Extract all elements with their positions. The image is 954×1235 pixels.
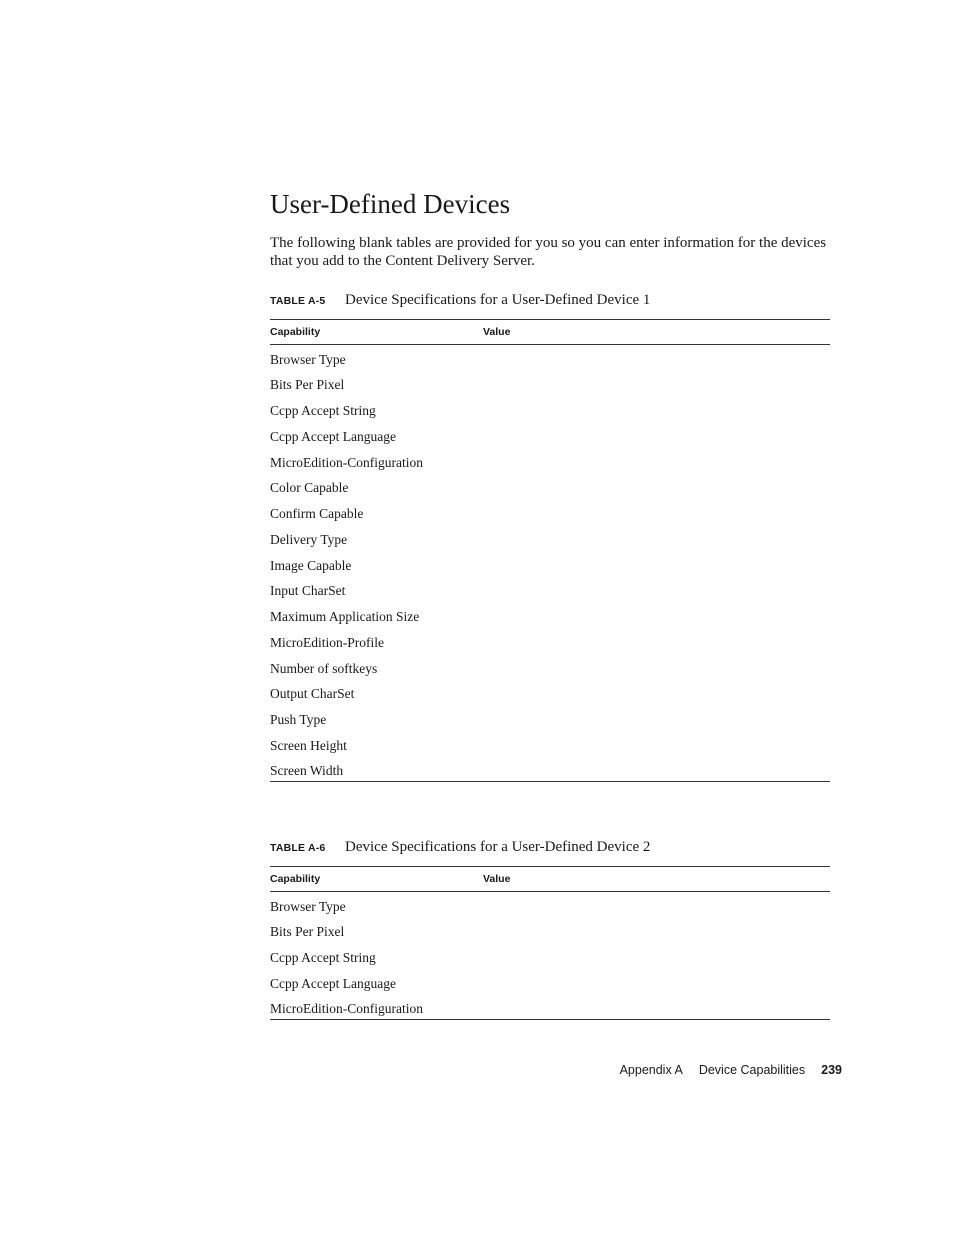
footer-appendix: Appendix A [619,1063,683,1077]
table-row [270,892,830,917]
table-row [270,550,830,576]
column-header-capability: Capability [270,867,483,892]
footer-page-number: 239 [821,1063,842,1077]
capability-cell: Delivery Type [270,531,348,547]
value-cell [483,968,830,994]
value-cell [483,601,830,627]
value-cell [483,498,830,524]
capability-cell: Browser Type [270,351,346,367]
table-a6-caption [270,838,650,857]
table-a5-caption [270,291,650,310]
table-row [270,421,830,447]
value-cell [483,550,830,576]
capability-cell: Bits Per Pixel [270,377,345,393]
capability-cell: MicroEdition-Profile [270,634,384,650]
capability-cell: Browser Type [270,898,346,914]
table-a5-number: TABLE A-5 [270,295,326,307]
value-cell [483,576,830,602]
table-row [270,498,830,524]
value-cell [483,345,830,370]
table-row [270,730,830,756]
value-cell [483,679,830,705]
table-a6-number: TABLE A-6 [270,842,326,854]
value-cell [483,730,830,756]
capability-cell: MicroEdition-Configuration [270,454,423,470]
intro-paragraph: The following blank tables are provided for you so you can enter information for the devices that you add to the Content Delivery Server. [270,235,827,269]
capability-cell: Confirm Capable [270,506,364,521]
value-cell [483,627,830,653]
value-cell [483,756,830,782]
table-row [270,447,830,473]
value-cell [483,473,830,499]
table-a5-title: Device Specifications for a User-Defined Device 1 [345,292,651,308]
value-cell [483,704,830,730]
column-header-value: Value [483,867,830,892]
table-row [270,395,830,421]
table-row [270,917,830,943]
value-cell [483,942,830,968]
footer-chapter-title: Device Capabilities [698,1063,806,1077]
value-cell [483,994,830,1020]
table-row [270,601,830,627]
capability-cell: Push Type [270,712,327,727]
capability-cell: Maximum Application Size [270,609,420,624]
table-a6 [270,866,830,1020]
value-cell [483,653,830,679]
capability-cell: Input CharSet [270,583,346,599]
table-row [270,653,830,679]
capability-cell: Ccpp Accept Language [270,975,396,991]
table-a5-body [270,345,830,782]
page-title: User-Defined Devices [270,189,511,219]
column-header-value: Value [483,320,830,345]
table-row [270,370,830,396]
table-row [270,942,830,968]
table-row [270,994,830,1020]
table-header-row [270,320,830,345]
table-header-row [270,867,830,892]
capability-cell: MicroEdition-Configuration [270,994,483,1020]
table-row [270,524,830,550]
capability-cell: Color Capable [270,480,349,496]
table-a5 [270,319,830,782]
table-row [270,704,830,730]
capability-cell: Output CharSet [270,686,355,702]
capability-cell: Screen Height [270,737,347,753]
value-cell [483,370,830,396]
value-cell [483,524,830,550]
table-row [270,679,830,705]
capability-cell: Bits Per Pixel [270,924,345,940]
capability-cell: Ccpp Accept String [270,403,376,418]
table-row [270,968,830,994]
capability-cell: Ccpp Accept String [270,950,376,965]
table-a6-body [270,892,830,1020]
value-cell [483,917,830,943]
value-cell [483,395,830,421]
table-row [270,756,830,782]
table-row [270,345,830,370]
capability-cell: Image Capable [270,557,352,573]
table-row [270,576,830,602]
table-row [270,627,830,653]
value-cell [483,421,830,447]
table-a6-title: Device Specifications for a User-Defined Device 2 [345,839,651,855]
capability-cell: Screen Width [270,756,483,782]
value-cell [483,447,830,473]
column-header-capability: Capability [270,320,483,345]
capability-cell: Number of softkeys [270,660,378,676]
capability-cell: Ccpp Accept Language [270,428,396,444]
page-footer [620,1063,842,1077]
table-row [270,473,830,499]
value-cell [483,892,830,917]
